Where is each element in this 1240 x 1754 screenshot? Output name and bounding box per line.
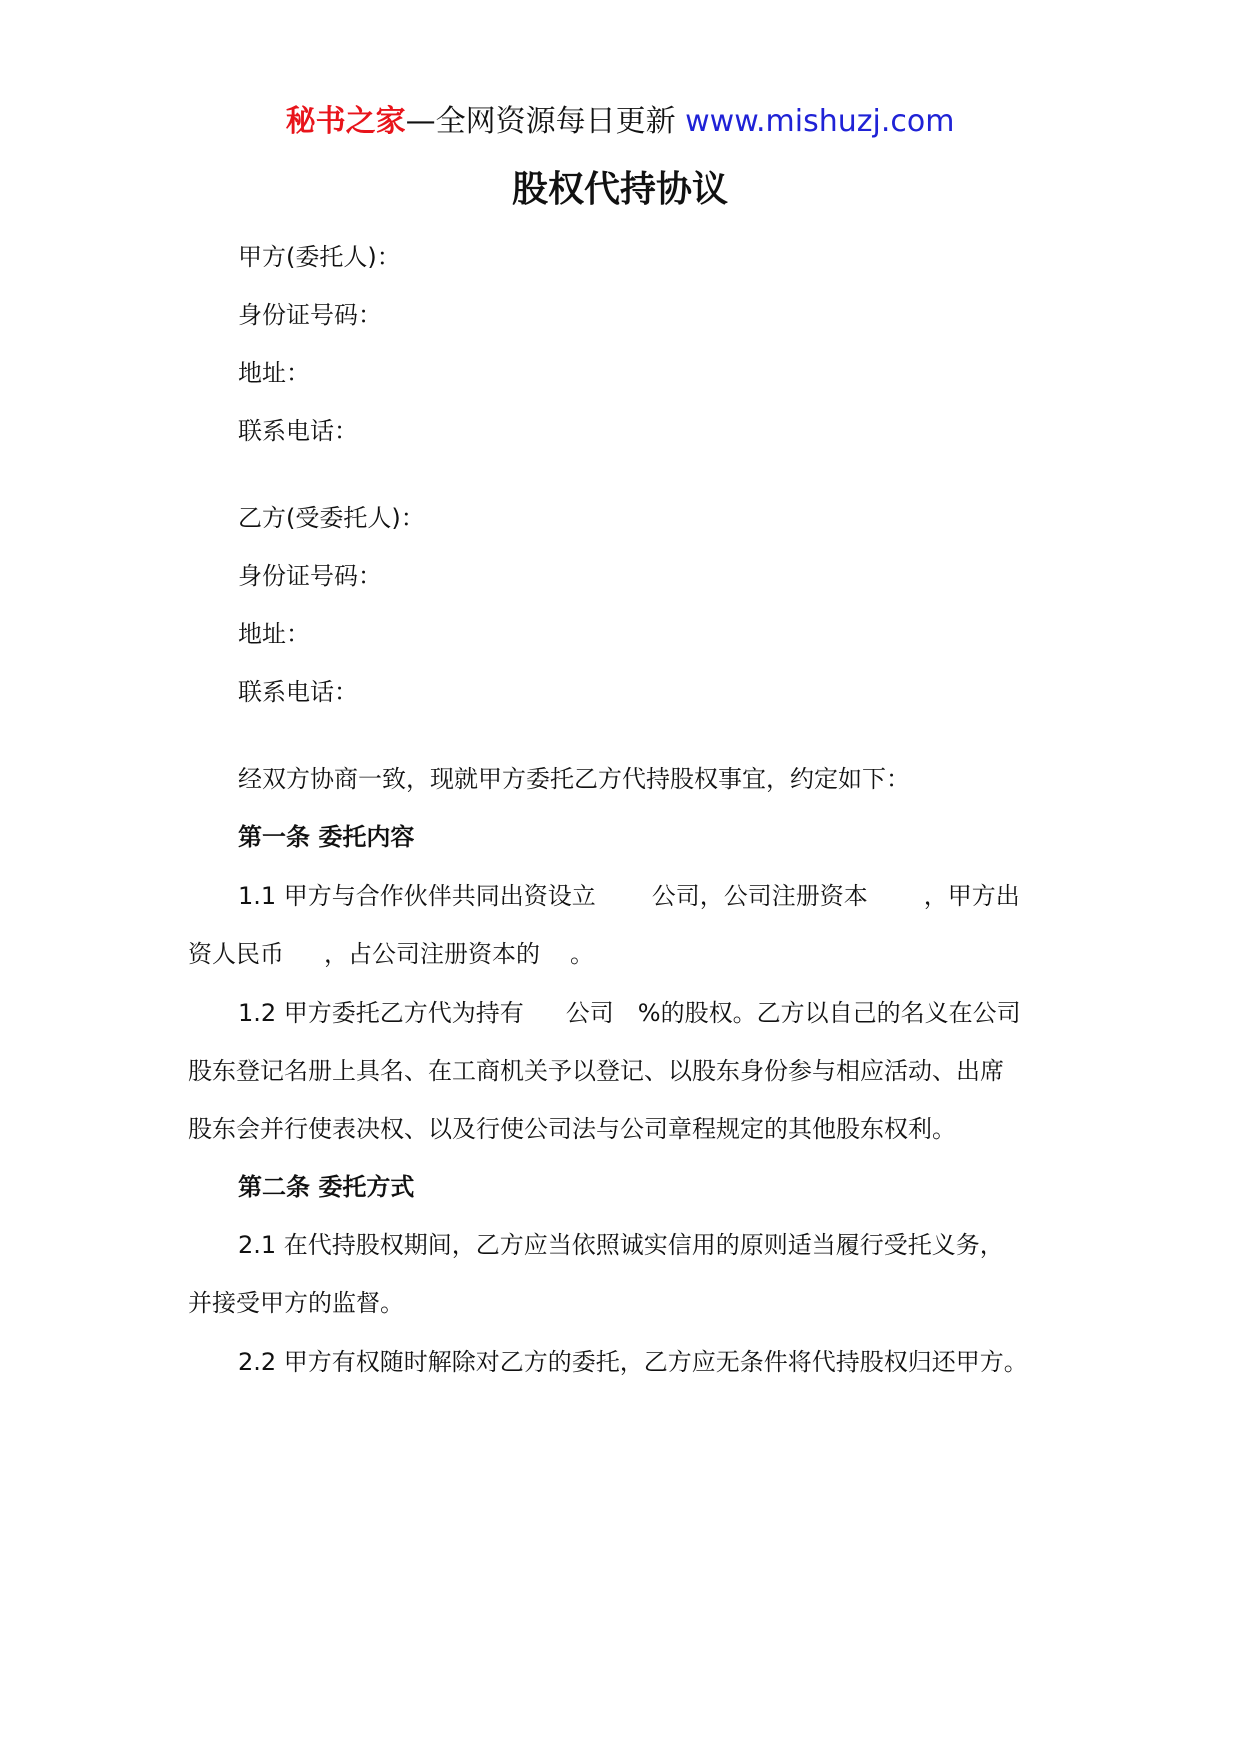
clause-2-2: 2.2 甲方有权随时解除对乙方的委托，乙方应无条件将代持股权归还甲方。 — [238, 1348, 1028, 1376]
site-header — [0, 102, 1240, 142]
clause-1-1-line-2: 资人民币 ，占公司注册资本的 。 — [188, 940, 594, 968]
party-a-address-label: 地址： — [238, 359, 310, 387]
site-url-link[interactable]: www.mishuzj.com — [685, 104, 955, 139]
party-a-label: 甲方(委托人)： — [238, 243, 401, 271]
clause-1-2-line-1: 1.2 甲方委托乙方代为持有 公司 %的股权。乙方以自己的名义在公司 — [238, 999, 1021, 1027]
clause-2-1-line-2: 并接受甲方的监督。 — [188, 1289, 404, 1317]
clause-1-2-line-2: 股东登记名册上具名、在工商机关予以登记、以股东身份参与相应活动、出席 — [188, 1057, 1004, 1085]
intro-paragraph: 经双方协商一致，现就甲方委托乙方代持股权事宜，约定如下： — [238, 765, 910, 793]
article-2-heading: 第二条 委托方式 — [238, 1173, 415, 1201]
party-a-id-label: 身份证号码： — [238, 301, 382, 329]
party-b-label: 乙方(受委托人)： — [238, 504, 425, 532]
clause-1-1-line-1: 1.1 甲方与合作伙伴共同出资设立 公司，公司注册资本 ，甲方出 — [238, 882, 1020, 910]
party-a-phone-label: 联系电话： — [238, 417, 358, 445]
article-1-heading: 第一条 委托内容 — [238, 823, 415, 851]
clause-1-2-line-3: 股东会并行使表决权、以及行使公司法与公司章程规定的其他股东权利。 — [188, 1115, 956, 1143]
clause-2-1-line-1: 2.1 在代持股权期间，乙方应当依照诚实信用的原则适当履行受托义务， — [238, 1231, 1004, 1259]
party-b-address-label: 地址： — [238, 620, 310, 648]
header-slogan: —全网资源每日更新 — [405, 104, 676, 139]
party-b-id-label: 身份证号码： — [238, 562, 382, 590]
document-title: 股权代持协议 — [511, 169, 728, 210]
party-b-phone-label: 联系电话： — [238, 678, 358, 706]
brand-name: 秘书之家 — [285, 104, 406, 139]
